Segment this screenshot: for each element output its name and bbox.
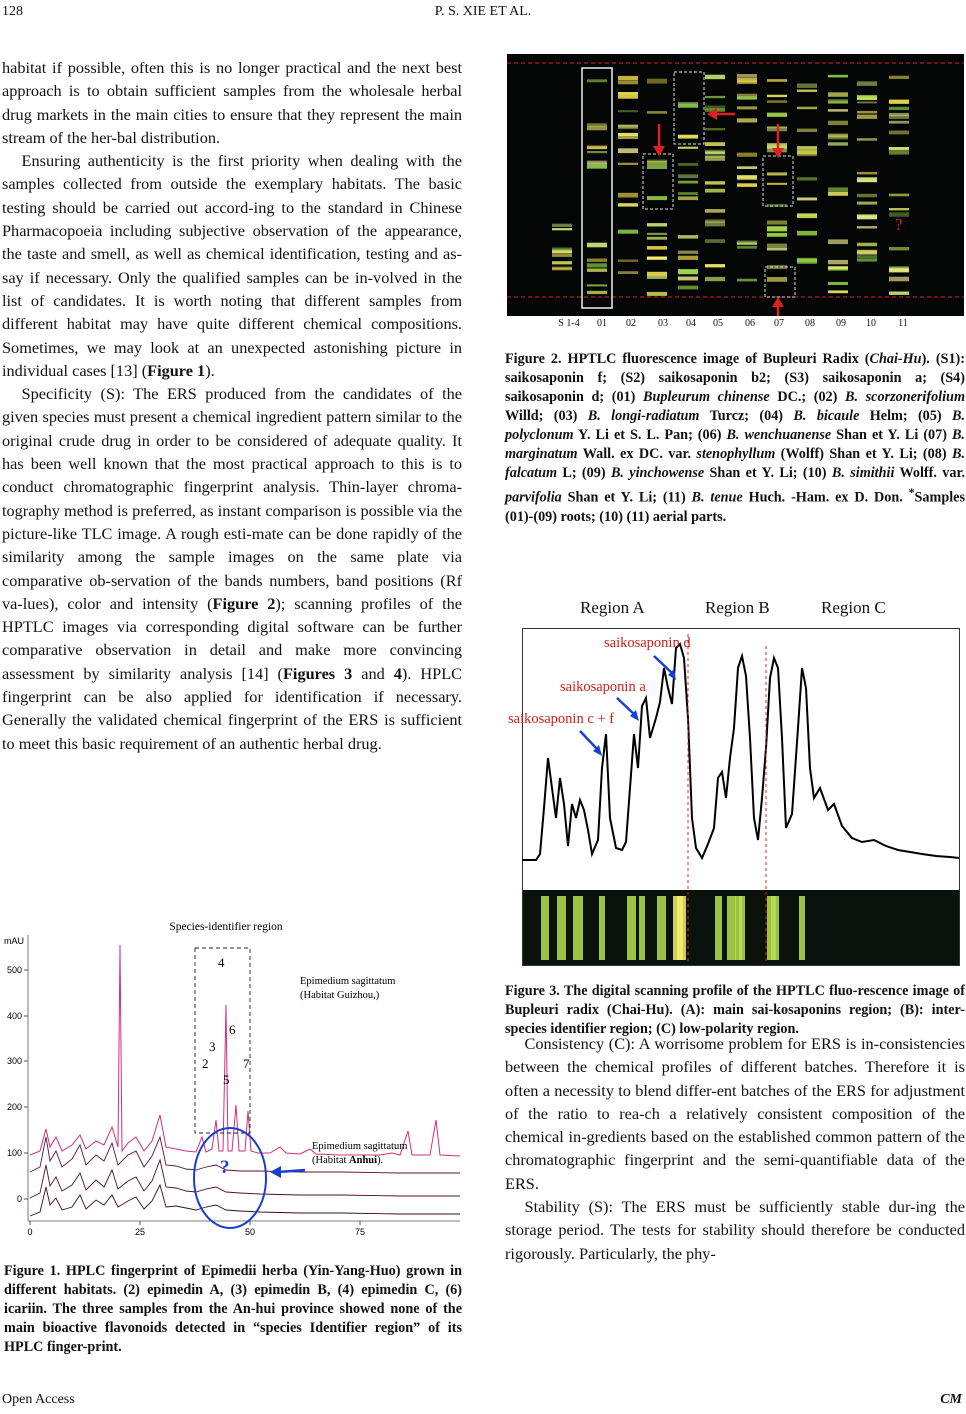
tlc-band — [797, 84, 817, 88]
lane-label: 05 — [713, 318, 723, 329]
trace1-label: Epimedium sagittatum — [300, 976, 396, 987]
tlc-band — [828, 142, 848, 145]
tlc-band — [857, 101, 877, 103]
tlc-band — [618, 163, 638, 165]
x-tick — [355, 1221, 365, 1237]
tlc-band — [889, 247, 909, 250]
tlc-band — [552, 261, 572, 264]
tlc-band — [678, 181, 698, 184]
tlc-band — [828, 121, 848, 125]
tlc-band — [618, 92, 638, 94]
tlc-band — [647, 196, 667, 200]
lane-label: 08 — [805, 318, 815, 329]
peak-label: 7 — [243, 1056, 250, 1071]
lane-label: 01 — [597, 318, 607, 329]
svg-text:400: 400 — [6, 1011, 22, 1021]
tlc-band — [647, 237, 667, 240]
tlc-band — [705, 181, 725, 184]
figure2-question-mark: ? — [895, 215, 903, 234]
tlc-band — [737, 96, 757, 99]
paragraph-habitat: habitat if possible, often this is no longer practical and the next best approach is to obtain sufficient samples from the wholesale herbal drug markets in the main cities to ensure that they represent the main stream of the her-bal distribution. — [2, 58, 462, 147]
tlc-band — [889, 208, 909, 210]
tlc-band — [705, 209, 725, 213]
figure3-caption: Figure 3. The digital scanning profile of the HPTLC fluo-rescence image of Bupleuri radix (Chai-Hu). (A): main sai-kosaponins region; (B): inter-species identifier region; (C) low-polarity region. — [505, 983, 965, 1037]
tlc-band — [647, 223, 667, 226]
tlc-band — [828, 92, 848, 97]
tlc-band — [737, 246, 757, 249]
tlc-band — [678, 286, 698, 290]
tlc-band — [618, 125, 638, 128]
tlc-band — [678, 147, 698, 149]
tlc-band — [767, 95, 787, 97]
left-column — [2, 56, 462, 755]
y-tick — [17, 1194, 28, 1204]
lane-label: 06 — [745, 318, 755, 329]
scan-strip-band — [639, 896, 645, 960]
tlc-band — [552, 228, 572, 230]
paragraph-specificity: Specificity (S): The ERS produced from the candidates of the given species must present a chemical ingredient pattern similar to the original crude drug in order to be considered of adequate quality. It has been well known that the most practical approach to this is to conduct chromatographic fingerprint analysis. Thin-layer chroma-tography method is preferred, as instant comparison is possible via the picture-like TLC image. A rough esti-mate can be done rapidly of the similarity among the sample images on the same plate via comparative ob-servation of the bands numbers, band positions (Rf va-lues), color and intensity (Figure 2); scanning profiles of the HPTLC images via corresponding digital software can be further comparative observation in detail and make more convincing assessment by similarity analysis [14] (Figures 3 and 4). HPLC fingerprint can be also applied for identification if necessary. Generally the validated chemical fingerprint of the ERS is sufficient to meet this basic requirement of an authentic herbal drug. — [2, 384, 463, 753]
tlc-band — [587, 165, 607, 169]
region-b-label: Region B — [705, 598, 770, 617]
tlc-band — [618, 230, 638, 234]
scan-strip-band — [739, 896, 745, 960]
tlc-band — [705, 75, 725, 80]
tlc-band — [857, 111, 877, 114]
scan-strip-band — [799, 896, 805, 960]
tlc-band — [587, 291, 607, 294]
tlc-band — [705, 151, 725, 154]
tlc-band — [737, 74, 757, 77]
tlc-band — [587, 263, 607, 267]
figure3-region-labels — [505, 598, 965, 622]
tlc-band — [737, 279, 757, 282]
peak-label: 6 — [229, 1022, 236, 1037]
lane-label: 04 — [686, 318, 696, 329]
question-mark: ? — [220, 1157, 230, 1178]
y-tick — [7, 965, 28, 975]
tlc-band — [647, 275, 667, 279]
tlc-band — [705, 222, 725, 227]
tlc-band — [737, 243, 757, 245]
tlc-band — [857, 243, 877, 247]
page-number: 128 — [2, 4, 23, 19]
y-tick — [7, 1056, 28, 1066]
tlc-band — [889, 115, 909, 119]
tlc-band — [618, 76, 638, 80]
lane-label: 02 — [626, 318, 636, 329]
trace2-label-habitat: (Habitat Anhui). — [312, 1155, 384, 1166]
tlc-band — [889, 131, 909, 135]
tlc-band — [618, 110, 638, 112]
tlc-band — [737, 106, 757, 109]
figure3-ref[interactable]: Figures 3 — [282, 663, 353, 683]
tlc-band — [767, 227, 787, 232]
tlc-band — [587, 284, 607, 286]
tlc-band — [618, 136, 638, 140]
tlc-band — [857, 226, 877, 228]
tlc-band — [797, 231, 817, 236]
tlc-band — [797, 214, 817, 218]
svg-text:0: 0 — [27, 1227, 33, 1237]
lane-label: 07 — [774, 318, 784, 329]
tlc-band — [857, 194, 877, 198]
peak-label: 5 — [223, 1072, 230, 1087]
svg-text:50: 50 — [244, 1227, 256, 1237]
scan-strip-band — [657, 896, 666, 960]
tlc-band — [889, 147, 909, 151]
region-c-label: Region C — [821, 598, 886, 617]
tlc-band — [647, 272, 667, 276]
tlc-band — [828, 192, 848, 196]
tlc-band — [678, 256, 698, 260]
scan-strip-band — [541, 896, 549, 960]
tlc-band — [857, 215, 877, 219]
tlc-band — [705, 96, 725, 98]
tlc-band — [552, 253, 572, 257]
tlc-band — [618, 94, 638, 99]
tlc-band — [678, 277, 698, 281]
tlc-band — [647, 233, 667, 235]
tlc-band — [797, 153, 817, 156]
svg-text:75: 75 — [354, 1227, 366, 1237]
trace1-label-habitat: (Habitat Guizhou,) — [300, 990, 380, 1001]
tlc-band — [797, 129, 817, 132]
tlc-band — [647, 111, 667, 114]
tlc-band — [737, 166, 757, 169]
region-label: Species-identifier region — [169, 921, 283, 933]
scan-strip-band — [557, 896, 566, 960]
tlc-band — [857, 95, 877, 98]
tlc-band — [647, 257, 667, 260]
tlc-band — [767, 244, 787, 249]
tlc-band — [737, 94, 757, 97]
figure1-hplc-chromatogram — [0, 915, 466, 1260]
tlc-band — [889, 267, 909, 270]
lane-label: 09 — [836, 318, 846, 329]
tlc-band — [767, 277, 787, 282]
footer-open-access: Open Access — [2, 1392, 75, 1407]
tlc-band — [647, 292, 667, 296]
figure1-caption: Figure 1. HPLC fingerprint of Epimedii herba (Yin-Yang-Huo) grown in different habitats. (2) epimedin A, (3) epimedin B, (4) epimedin C, (6) icariin. The three samples from the An-hui province showed none of the main bioactive flavonoids detected in “species Identifier region” of its HPLC finger-print. — [4, 1263, 462, 1355]
tlc-band — [828, 266, 848, 269]
tlc-band — [678, 196, 698, 200]
tlc-band — [797, 90, 817, 93]
tlc-band — [828, 99, 848, 103]
tlc-band — [828, 282, 848, 285]
lane-label: 11 — [898, 318, 908, 329]
paragraph-consistency: Consistency (C): A worrisome problem for ERS is in-consistencies between the chemical profiles of different batches. Therefore it is often a necessity to blend differ-ent batches of the ERS for adjustment of the ratio to rea-ch a relatively consistent composition of the chemical in-gredients based on the established common pattern of the chromatographic fingerprint and the semi-quantifiable data of the ERS. — [505, 1034, 965, 1193]
region-a-label: Region A — [580, 598, 645, 617]
tlc-band — [857, 259, 877, 262]
scan-strip-band — [573, 896, 583, 960]
tlc-band — [587, 161, 607, 165]
tlc-band — [737, 175, 757, 180]
tlc-band — [678, 251, 698, 254]
tlc-band — [705, 142, 725, 146]
tlc-band — [618, 260, 638, 262]
tlc-band — [797, 177, 817, 180]
trace-guizhou — [30, 945, 460, 1156]
svg-text:0: 0 — [16, 1194, 22, 1204]
label-saikosaponin-d: saikosaponin d — [604, 635, 691, 651]
tlc-band — [587, 79, 607, 82]
scan-strip-band — [771, 896, 779, 960]
y-unit: mAU — [4, 936, 24, 946]
tlc-band — [678, 269, 698, 274]
footer-journal: CM — [940, 1392, 962, 1407]
tlc-band — [857, 177, 877, 180]
tlc-band — [552, 248, 572, 252]
tlc-band — [587, 151, 607, 153]
scan-strip-band — [599, 896, 605, 960]
running-header-authors: P. S. XIE ET AL. — [434, 4, 532, 19]
tlc-band — [857, 115, 877, 119]
svg-text:200: 200 — [6, 1102, 22, 1112]
svg-text:100: 100 — [6, 1148, 22, 1158]
tlc-band — [737, 153, 757, 157]
tlc-band — [737, 78, 757, 82]
tlc-band — [678, 104, 698, 108]
tlc-band — [797, 198, 817, 201]
scan-strip-band — [715, 896, 722, 960]
svg-text:300: 300 — [6, 1056, 22, 1066]
tlc-band — [828, 290, 848, 293]
tlc-band — [737, 183, 757, 187]
tlc-band — [705, 159, 725, 161]
tlc-band — [857, 172, 877, 175]
tlc-band — [705, 189, 725, 193]
tlc-band — [618, 148, 638, 153]
trace-anhui-3 — [30, 1185, 460, 1216]
tlc-band — [767, 183, 787, 185]
tlc-band — [889, 121, 909, 124]
trace-anhui-2 — [30, 1160, 460, 1198]
tlc-band — [857, 81, 877, 86]
tlc-band — [618, 271, 638, 274]
tlc-band — [857, 250, 877, 253]
lane-label: 03 — [658, 318, 668, 329]
y-tick — [7, 1011, 28, 1021]
y-tick — [7, 1148, 28, 1158]
label-saikosaponin-cf: saikosaponin c + f — [508, 711, 615, 727]
tlc-band — [705, 156, 725, 159]
tlc-band — [678, 174, 698, 178]
tlc-band — [737, 241, 757, 243]
tlc-band — [857, 255, 877, 258]
tlc-band — [889, 107, 909, 110]
tlc-band — [678, 135, 698, 139]
scan-strip-band — [677, 896, 686, 960]
svg-text:500: 500 — [6, 965, 22, 975]
tlc-band — [587, 259, 607, 262]
tlc-band — [705, 239, 725, 243]
tlc-band — [767, 113, 787, 117]
tlc-band — [767, 100, 787, 103]
scan-strip-band — [727, 896, 736, 960]
tlc-band — [797, 259, 817, 264]
tlc-band — [767, 172, 787, 175]
svg-text:25: 25 — [134, 1227, 146, 1237]
tlc-band — [828, 260, 848, 264]
tlc-band — [647, 246, 667, 250]
tlc-band — [587, 126, 607, 130]
tlc-band — [828, 187, 848, 191]
figure2-lane-labels — [507, 318, 964, 334]
tlc-band — [587, 269, 607, 272]
figure1-ref[interactable]: Figure 1 — [147, 360, 206, 380]
label-saikosaponin-a: saikosaponin a — [560, 679, 646, 695]
tlc-band — [767, 233, 787, 237]
tlc-band — [678, 192, 698, 195]
tlc-band — [889, 76, 909, 79]
figure2-caption: Figure 2. HPTLC fluorescence image of Bupleuri Radix (Chai-Hu). (S1): saikosaponin f; (S2) saikosaponin b2; (S3) saikosaponin a; (S4) saikosaponin d; (01) Bupleurum chinense DC.; (02) B. scorzonerifolium Willd; (03) B. longi-radiatum Turcz; (04) B. bicaule Helm; (05) B. polyclonum Y. Li et S. L. Pan; (06) B. wenchuanense Shan et Y. Li (07) B. marginatum Wall. ex DC. var. stenophyllum (Wolff) Shan et Y. Li; (08) B. falcatum L; (09) B. yinchowense Shan et Y. Li; (10) B. simithii Wolff. var. parvifolia Shan et Y. Li; (11) B. tenue Huch. -Ham. ex D. Don. *Samples (01)-(09) roots; (10) (11) aerial parts. — [505, 351, 966, 525]
tlc-band — [889, 100, 909, 104]
tlc-band — [618, 81, 638, 85]
trace2-label: Epimedium sagittatum — [312, 1141, 408, 1152]
tlc-band — [618, 193, 638, 198]
y-tick — [7, 1102, 28, 1112]
tlc-band — [705, 128, 725, 130]
tlc-band — [618, 203, 638, 206]
tlc-band — [705, 277, 725, 281]
x-tick — [135, 1221, 145, 1237]
tlc-band — [828, 239, 848, 244]
tlc-band — [889, 292, 909, 295]
lane-label: 10 — [866, 318, 876, 329]
tlc-band — [797, 107, 817, 110]
tlc-band — [767, 221, 787, 225]
tlc-band — [552, 224, 572, 227]
tlc-band — [889, 194, 909, 197]
tlc-band — [678, 235, 698, 239]
tlc-band — [767, 79, 787, 82]
peak-label: 3 — [209, 1039, 216, 1054]
figure2-hptlc-plate — [507, 54, 964, 316]
right-column — [505, 1032, 965, 1265]
tlc-band — [857, 138, 877, 141]
tlc-band — [647, 166, 667, 170]
figure2-ref[interactable]: Figure 2 — [212, 593, 276, 613]
tlc-band — [737, 118, 757, 122]
tlc-band — [618, 133, 638, 136]
anhui-missing-circle — [194, 1128, 266, 1228]
paragraph-authenticity: Ensuring authenticity is the first priority when dealing with the samples collected from outside the exemplary habitats. The basic testing should be carried out accord-ing to the standard in Chinese Pharmacopoeia including subjective observation of the appearance, the taste and smell, as well as chemical identification, testing and as-say if necessary. Only the qualified samples can be in-volved in the list of candidates. It is worth noting that different samples from different habitat may have quite different chemical compositions. Sometimes, we may look at an unexpected astonishing picture in individual cases [13] (Figure 1). — [2, 151, 462, 380]
tlc-band — [857, 202, 877, 205]
peak-label: 4 — [218, 955, 225, 970]
lane-label: S 1-4 — [558, 318, 580, 329]
tlc-band — [587, 146, 607, 149]
figure4-ref[interactable]: 4 — [393, 663, 402, 683]
tlc-band — [828, 109, 848, 111]
tlc-band — [552, 268, 572, 271]
x-tick — [27, 1221, 32, 1237]
tlc-band — [705, 264, 725, 267]
scan-strip-band — [627, 896, 636, 960]
species-identifier-region-box — [195, 948, 250, 1133]
tlc-band — [705, 106, 725, 110]
tlc-band — [889, 151, 909, 155]
tlc-band — [587, 243, 607, 248]
paragraph-stability: Stability (S): The ERS must be sufficiently stable dur-ing the storage period. The tests for stability should therefore be conducted rigorously. Particularly, the phy- — [505, 1197, 965, 1263]
tlc-band — [647, 79, 667, 84]
tlc-band — [889, 277, 909, 282]
peak-label: 2 — [202, 1056, 209, 1071]
tlc-band — [797, 146, 817, 150]
tlc-band — [647, 161, 667, 166]
tlc-band — [828, 75, 848, 78]
tlc-band — [678, 163, 698, 166]
tlc-band — [828, 134, 848, 138]
figure3-scanning-profile — [508, 628, 960, 966]
